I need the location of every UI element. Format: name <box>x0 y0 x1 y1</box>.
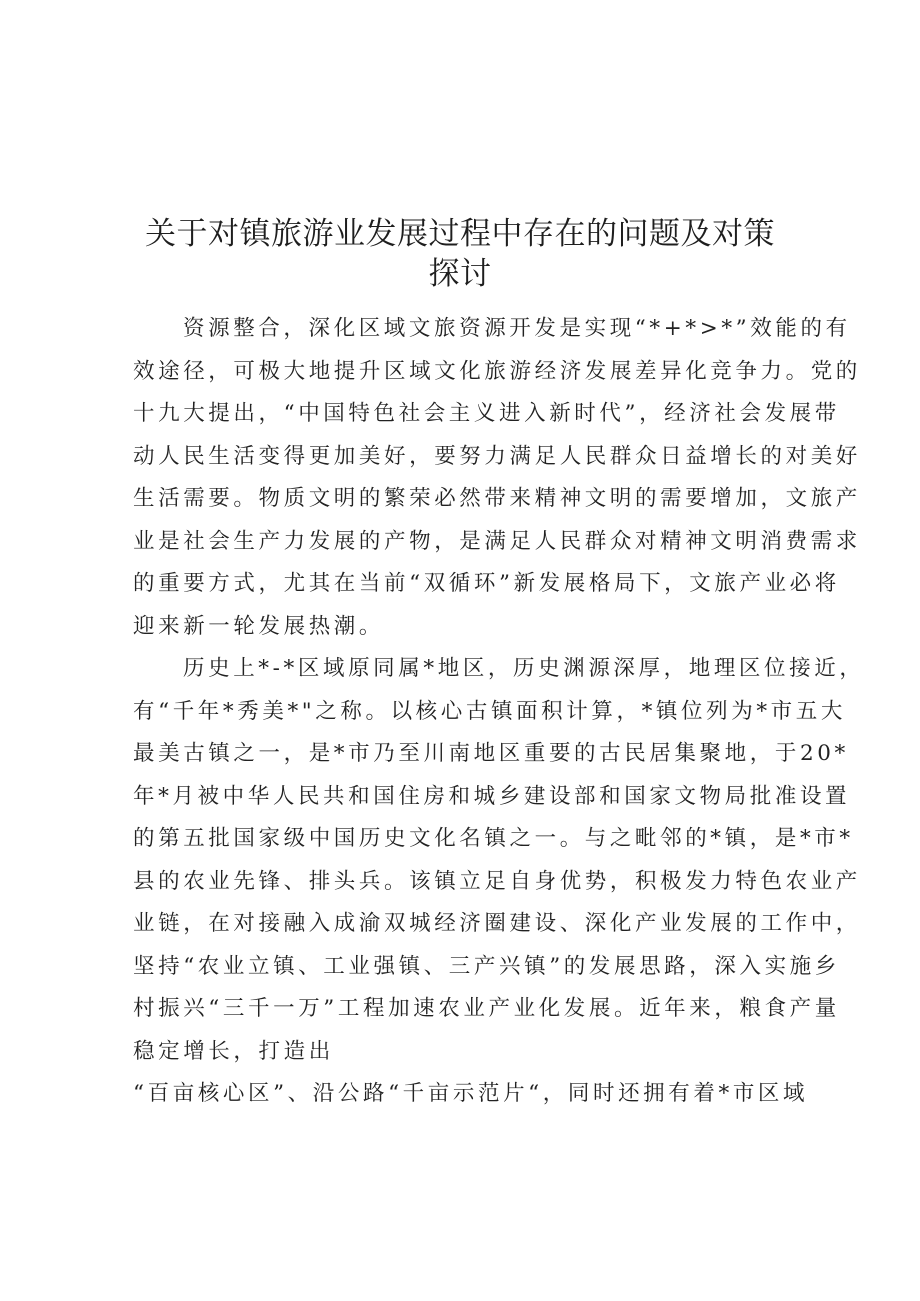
title-line-1: 关于对镇旅游业发展过程中存在的问题及对策 <box>145 216 775 252</box>
text-line: 动人民生活变得更加美好，要努力满足人民群众日益增长的对美好 <box>133 443 861 469</box>
text-line: “百亩核心区”、沿公路“千亩示范片“，同时还拥有着*市区域 <box>133 1081 809 1106</box>
text-line: 业是社会生产力发展的产物，是满足人民群众对精神文明消费需求 <box>133 528 861 554</box>
text-line: 最美古镇之一，是*市乃至川南地区重要的古民居集聚地，于20* <box>133 741 849 766</box>
text-line: 十九大提出，“中国特色社会主义进入新时代”，经济社会发展带 <box>133 401 840 426</box>
text-line: 有“千年*秀美*"之称。以核心古镇面积计算，*镇位列为*市五大 <box>133 698 846 724</box>
title-line-2: 探讨 <box>428 256 492 292</box>
text-line: 业链，在对接融入成渝双城经济圈建设、深化产业发展的工作中， <box>133 911 861 936</box>
text-line: 坚持“农业立镇、工业强镇、三产兴镇”的发展思路，深入实施乡 <box>133 953 840 979</box>
text-line: 的重要方式，尤其在当前“双循环”新发展格局下，文旅产业必将 <box>133 571 840 596</box>
text-line: 历史上*-*区域原同属*地区，历史渊源深厚，地理区位接近， <box>183 656 865 681</box>
document-title <box>110 214 810 294</box>
text-line: 稳定增长，打造出 <box>133 1038 334 1064</box>
text-line: 县的农业先锋、排头兵。该镇立足自身优势，积极发力特色农业产 <box>133 868 861 894</box>
text-line: 迎来新一轮发展热潮。 <box>133 613 385 639</box>
paragraph-2 <box>133 648 865 1116</box>
text-line: 的第五批国家级中国历史文化名镇之一。与之毗邻的*镇，是*市* <box>133 826 854 851</box>
text-line: 资源整合，深化区域文旅资源开发是实现“*+*>*”效能的有 <box>183 316 851 341</box>
text-line: 生活需要。物质文明的繁荣必然带来精神文明的需要增加，文旅产 <box>133 486 861 511</box>
text-line: 效途径，可极大地提升区域文化旅游经济发展差异化竞争力。党的 <box>133 358 861 384</box>
document-body <box>133 308 865 1116</box>
text-line: 年*月被中华人民共和国住房和城乡建设部和国家文物局批准设置 <box>133 783 851 809</box>
paragraph-1 <box>133 308 861 648</box>
text-line: 村振兴“三千一万”工程加速农业产业化发展。近年来，粮食产量 <box>133 996 840 1021</box>
